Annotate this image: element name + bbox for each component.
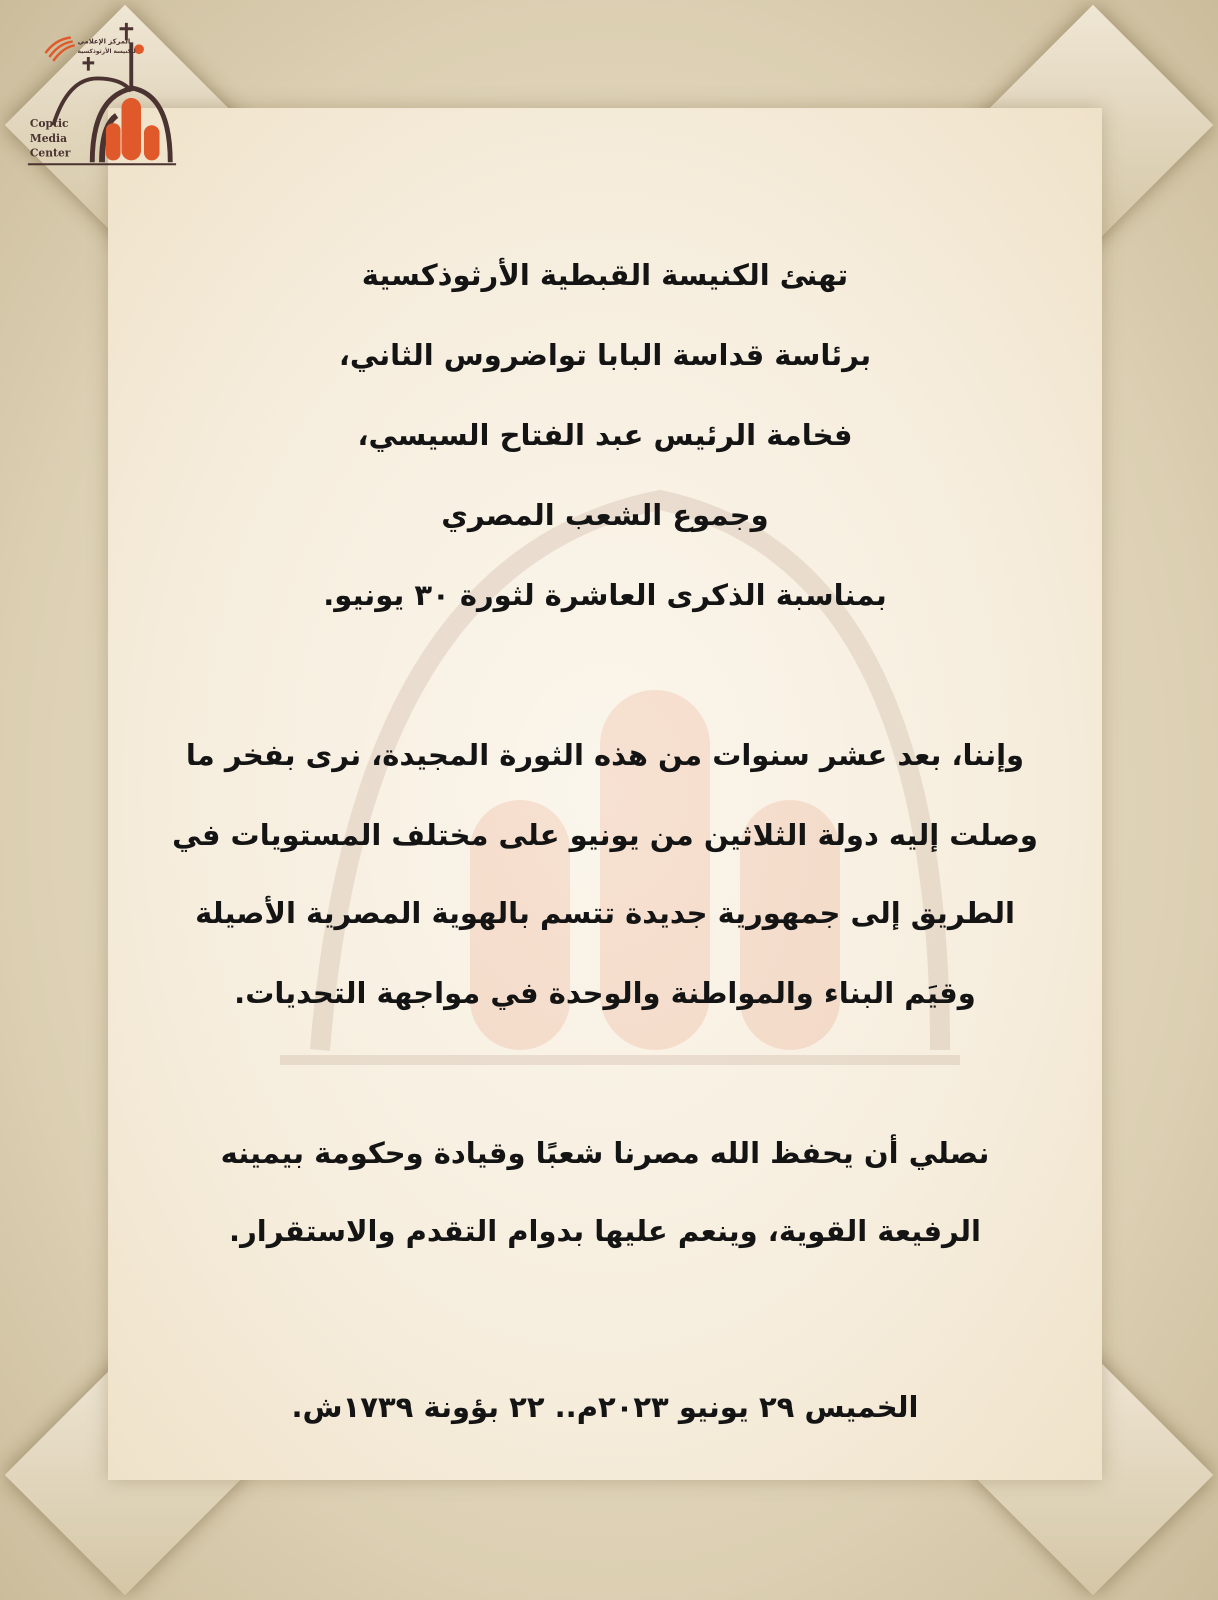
prayer-line: نصلي أن يحفظ الله مصرنا شعبًا وقيادة وحكومة بيمينه: [220, 1136, 990, 1170]
letter-text: [108, 0, 1102, 1600]
body-line: الطريق إلى جمهورية جديدة تتسم بالهوية المصرية الأصيلة: [195, 896, 1015, 930]
body-line: وقيَم البناء والمواطنة والوحدة في مواجهة التحديات.: [234, 976, 976, 1010]
greeting-line: فخامة الرئيس عبد الفتاح السيسي،: [357, 418, 853, 452]
body-line: وإننا، بعد عشر سنوات من هذه الثورة المجيدة، نرى بفخر ما: [185, 738, 1025, 772]
svg-text:المركز الإعلامي: المركز الإعلامي: [77, 37, 131, 46]
greeting-line: وجموع الشعب المصري: [441, 498, 769, 532]
date-line: الخميس ٢٩ يونيو ٢٠٢٣م.. ٢٢ بؤونة ١٧٣٩ش.: [291, 1390, 919, 1424]
svg-text:Center: Center: [29, 146, 71, 160]
svg-text:Coptic: Coptic: [29, 117, 69, 131]
greeting-line: تهنئ الكنيسة القبطية الأرثوذكسية: [361, 258, 849, 292]
body-line: وصلت إليه دولة الثلاثين من يونيو على مختلف المستويات في: [172, 818, 1038, 852]
prayer-line: الرفيعة القوية، وينعم عليها بدوام التقدم والاستقرار.: [229, 1214, 981, 1248]
svg-text:Media: Media: [29, 131, 68, 145]
greeting-line: برئاسة قداسة البابا تواضروس الثاني،: [338, 338, 872, 372]
greeting-line: بمناسبة الذكرى العاشرة لثورة ٣٠ يونيو.: [323, 578, 887, 612]
svg-text:للكنيسة الأرثوذكسية: للكنيسة الأرثوذكسية: [77, 49, 136, 56]
